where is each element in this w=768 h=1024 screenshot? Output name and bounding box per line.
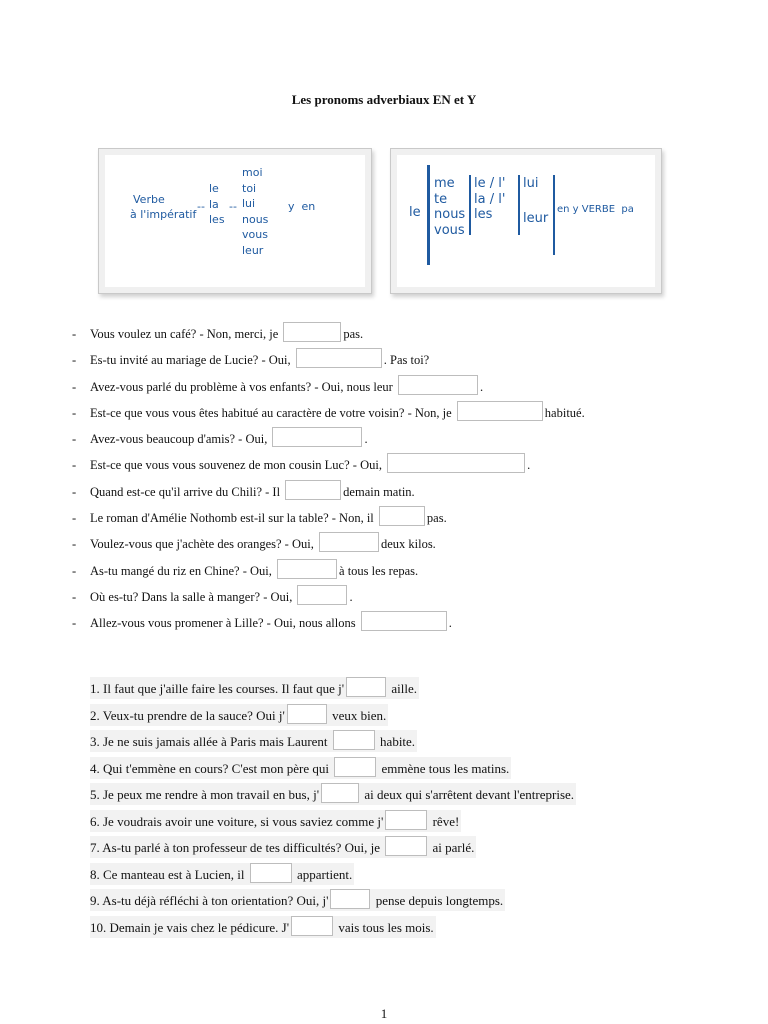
dash-1: --	[197, 200, 205, 213]
list-item: - Quand est-ce qu'il arrive du Chili? - Il demain matin.	[72, 480, 585, 506]
pronoun-le: le	[209, 182, 219, 195]
list-item: - Avez-vous beaucoup d'amis? - Oui, .	[72, 427, 585, 453]
pronoun-vous: vous	[434, 222, 465, 238]
list-item: 6. Je voudrais avoir une voiture, si vous saviez comme j' rêve!	[90, 810, 576, 837]
pronoun-moi: moi	[242, 166, 263, 179]
answer-field[interactable]	[387, 453, 525, 473]
list-item: 4. Qui t'emmène en cours? C'est mon père qui emmène tous les matins.	[90, 757, 576, 784]
pronoun-leur: leur	[523, 210, 549, 226]
pronoun-leur: leur	[242, 243, 264, 257]
list-item: 3. Je ne suis jamais allée à Paris mais Laurent habite.	[90, 730, 576, 757]
subject-le-label: le	[409, 205, 421, 220]
indirect-pronoun-column	[242, 165, 268, 258]
answer-field[interactable]	[250, 863, 292, 883]
divider-bar-1	[427, 165, 430, 265]
exercise-1-list	[72, 322, 585, 638]
list-item: 2. Veux-tu prendre de la sauce? Oui j' veux bien.	[90, 704, 576, 731]
divider-bar-2	[469, 175, 471, 235]
divider-bar-4	[553, 175, 555, 255]
answer-field[interactable]	[291, 916, 333, 936]
answer-field[interactable]	[346, 677, 386, 697]
answer-field[interactable]	[272, 427, 362, 447]
answer-field[interactable]	[398, 375, 478, 395]
first-pronoun-column	[434, 176, 465, 238]
divider-bar-3	[518, 175, 520, 235]
pronoun-la-l: la / l'	[474, 191, 506, 207]
answer-field[interactable]	[296, 348, 382, 368]
answer-field[interactable]	[333, 730, 375, 750]
pronoun-blank	[523, 192, 548, 211]
y-en-label: y en	[288, 200, 316, 213]
list-item: - As-tu mangé du riz en Chine? - Oui, à tous les repas.	[72, 559, 585, 585]
answer-field[interactable]	[285, 480, 341, 500]
pronoun-me: me	[434, 176, 455, 191]
answer-field[interactable]	[287, 704, 327, 724]
pronoun-nous: nous	[242, 212, 269, 226]
answer-field[interactable]	[321, 783, 359, 803]
list-item: - Est-ce que vous vous souvenez de mon cousin Luc? - Oui, .	[72, 453, 585, 479]
pronoun-vous: vous	[242, 228, 268, 241]
answer-field[interactable]	[297, 585, 347, 605]
en-y-verbe-label: en y VERBE pa	[557, 204, 634, 215]
pronoun-toi: toi	[242, 181, 257, 195]
verbe-label: Verbe	[133, 193, 165, 206]
direct-pronoun-column	[209, 181, 225, 228]
list-item: - Vous voulez un café? - Non, merci, je pas.	[72, 322, 585, 348]
answer-field[interactable]	[385, 810, 427, 830]
page-title: Les pronoms adverbiaux EN et Y	[291, 92, 477, 107]
pronoun-les: les	[209, 213, 225, 226]
answer-field[interactable]	[379, 506, 425, 526]
imperatif-label: à l'impératif	[130, 208, 197, 221]
answer-field[interactable]	[334, 757, 376, 777]
list-item: - Où es-tu? Dans la salle à manger? - Oui, .	[72, 585, 585, 611]
list-item: 7. As-tu parlé à ton professeur de tes difficultés? Oui, je ai parlé.	[90, 836, 576, 863]
page-number: 1	[380, 1006, 388, 1021]
declarative-order-card	[390, 148, 662, 294]
list-item: - Avez-vous parlé du problème à vos enfants? - Oui, nous leur .	[72, 375, 585, 401]
pronoun-les: les	[474, 207, 493, 222]
dash-2: --	[229, 200, 237, 213]
exercise-2-list	[90, 677, 576, 942]
answer-field[interactable]	[457, 401, 543, 421]
list-item: - Le roman d'Amélie Nothomb est-il sur la table? - Non, il pas.	[72, 506, 585, 532]
list-item: 10. Demain je vais chez le pédicure. J' vais tous les mois.	[90, 916, 576, 943]
list-item: - Est-ce que vous vous êtes habitué au caractère de votre voisin? - Non, je habitué.	[72, 401, 585, 427]
second-pronoun-column	[474, 176, 505, 223]
pronoun-te: te	[434, 191, 448, 207]
list-item: - Allez-vous vous promener à Lille? - Oui, nous allons .	[72, 611, 585, 637]
list-item: - Voulez-vous que j'achète des oranges? - Oui, deux kilos.	[72, 532, 585, 558]
pronoun-le-l: le / l'	[474, 176, 506, 191]
pronoun-la: la	[209, 197, 219, 211]
third-pronoun-column	[523, 176, 548, 226]
pronoun-nous: nous	[434, 207, 466, 222]
pronoun-lui: lui	[242, 197, 256, 210]
list-item: - Es-tu invité au mariage de Lucie? - Oui, . Pas toi?	[72, 348, 585, 374]
answer-field[interactable]	[319, 532, 379, 552]
imperative-order-card	[98, 148, 372, 294]
list-item: 1. Il faut que j'aille faire les courses. Il faut que j' aille.	[90, 677, 576, 704]
answer-field[interactable]	[385, 836, 427, 856]
answer-field[interactable]	[361, 611, 447, 631]
list-item: 5. Je peux me rendre à mon travail en bus, j' ai deux qui s'arrêtent devant l'entreprise.	[90, 783, 576, 810]
list-item: 8. Ce manteau est à Lucien, il appartient.	[90, 863, 576, 890]
list-item: 9. As-tu déjà réfléchi à ton orientation? Oui, j' pense depuis longtemps.	[90, 889, 576, 916]
answer-field[interactable]	[277, 559, 337, 579]
answer-field[interactable]	[330, 889, 370, 909]
pronoun-lui: lui	[523, 176, 539, 191]
answer-field[interactable]	[283, 322, 341, 342]
